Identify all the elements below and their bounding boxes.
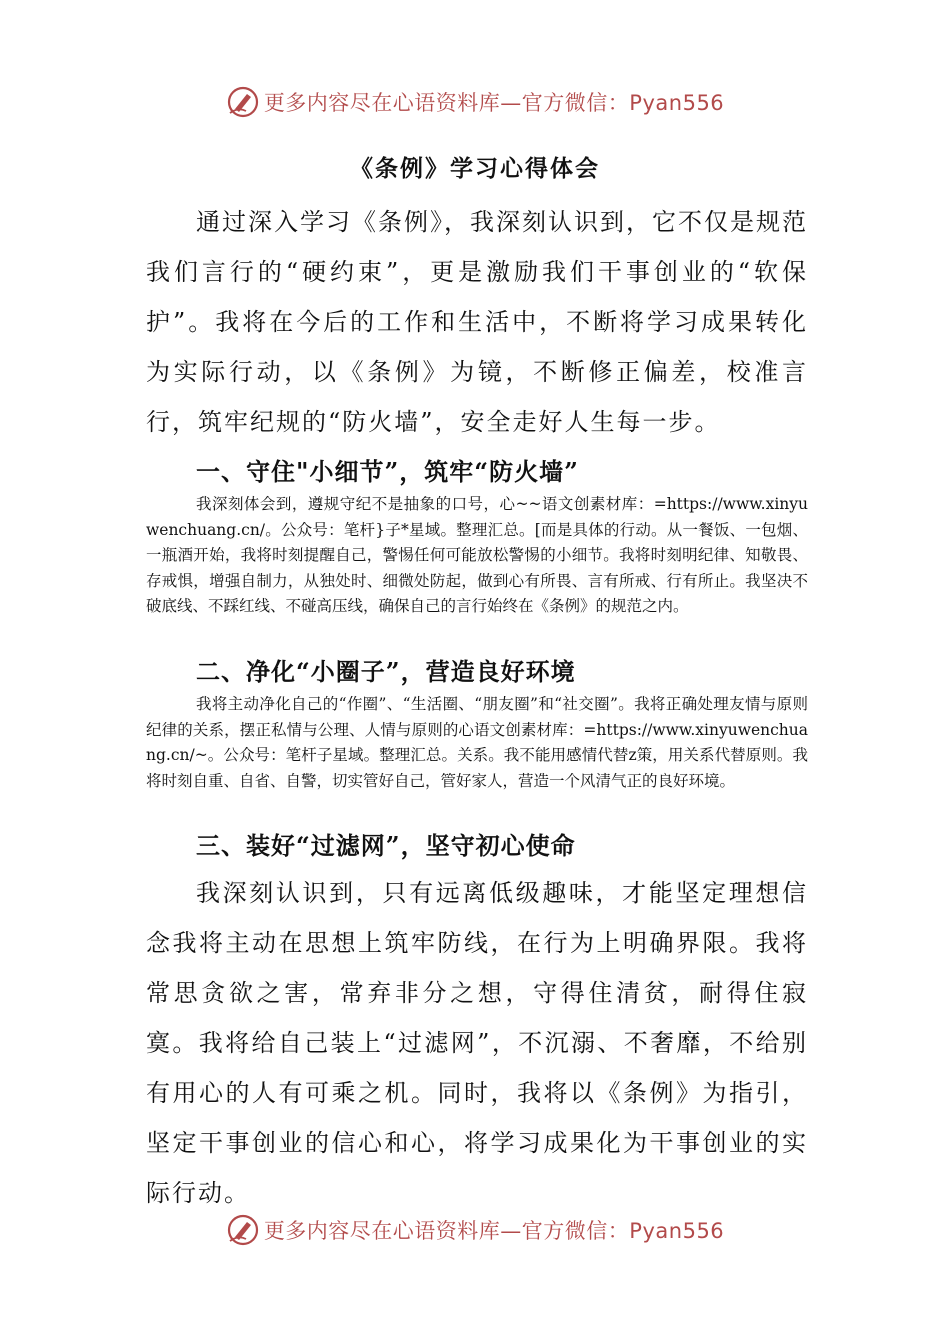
pen-circle-logo-icon — [226, 85, 260, 119]
header-watermark-banner — [0, 82, 950, 122]
pen-circle-logo-icon — [226, 1213, 260, 1247]
intro-paragraph: 通过深入学习《条例》，我深刻认识到，它不仅是规范我们言行的“硬约束”，更是激励我们干事创业的“软保护”。我将在今后的工作和生活中，不断将学习成果转化为实际行动，以《条例》为镜，不断修正偏差，校准言行，筑牢纪规的“防火墙”，安全走好人生每一步。 — [146, 208, 808, 436]
section-1-body: 我深刻体会到，遵规守纪不是抽象的口号，心~~语文创素材库：=https://www.xinyuwenchuang.cn/。公众号：笔杆}子*星域。整理汇总。[而是具体的行动。从一餐饭、一包烟、一瓶酒开始，我将时刻提醒自己，警惕任何可能放松警惕的小细节。我将时刻明纪律、知敬畏、存戒惧，增强自制力，从独处时、细微处防起，做到心有所畏、言有所戒、行有所止。我坚决不破底线、不踩红线、不碰高压线，确保自己的言行始终在《条例》的规范之内。 — [146, 495, 808, 615]
header-watermark-text: 更多内容尽在心语资料库—官方微信：Pyan556 — [263, 91, 725, 115]
section-3-body: 我深刻认识到，只有远离低级趣味，才能坚定理想信念我将主动在思想上筑牢防线，在行为上明确界限。我将常思贪欲之害，常弃非分之想，守得住清贫，耐得住寂寞。我将给自己装上“过滤网”，不沉溺、不奢靡，不给别有用心的人有可乘之机。同时，我将以《条例》为指引，坚定干事创业的信心和心，将学习成果化为干事创业的实际行动。 — [146, 879, 808, 1207]
section-3-heading: 三、装好“过滤网”，坚守初心使命 — [196, 831, 576, 860]
footer-watermark-text: 更多内容尽在心语资料库—官方微信：Pyan556 — [263, 1219, 725, 1243]
document-title: 《条例》学习心得体会 — [350, 155, 600, 182]
footer-watermark-banner — [0, 1210, 950, 1250]
section-2-body: 我将主动净化自己的“作圈”、“生活圈、“朋友圈”和“社交圈”。我将正确处理友情与原则纪律的关系，摆正私情与公理、人情与原则的心语文创素材库：=https://www.xinyuwenchuang.cn/~。公众号：笔杆子星域。整理汇总。关系。我不能用感情代替z策，用关系代替原则。我将时刻自重、自省、自警，切实管好自己，管好家人，营造一个风清气正的良好环境。 — [146, 695, 808, 790]
section-1-heading: 一、守住"小细节”，筑牢“防火墙” — [196, 457, 579, 486]
section-2-heading: 二、净化“小圈子”，营造良好环境 — [196, 657, 576, 686]
